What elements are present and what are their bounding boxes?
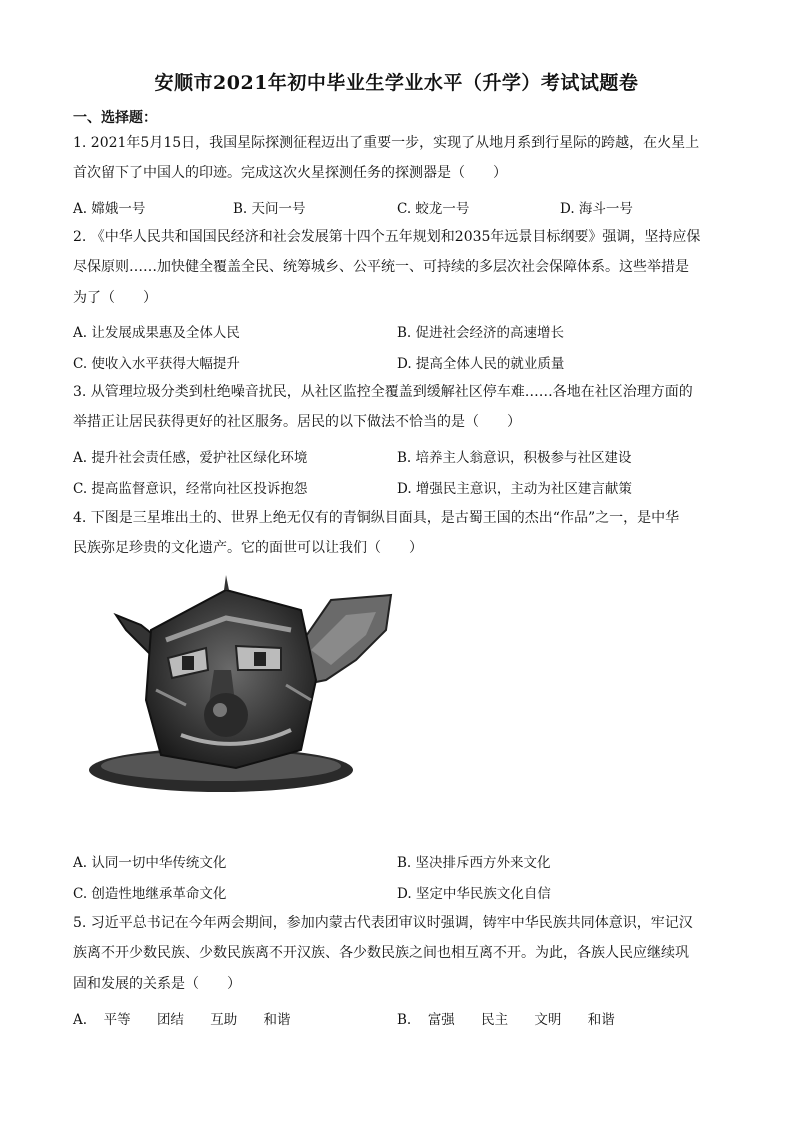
option-label: B.: [397, 1012, 412, 1028]
question-2-option-b[interactable]: B. 促进社会经济的高速增长: [397, 325, 565, 341]
question-3-option-a[interactable]: A. 提升社会责任感，爱护社区绿化环境: [73, 450, 308, 466]
option-word: 和谐: [587, 1012, 615, 1028]
question-1-option-c[interactable]: C. 蛟龙一号: [397, 201, 470, 217]
question-3-option-b[interactable]: B. 培养主人翁意识，积极参与社区建设: [397, 450, 632, 466]
question-1-option-b[interactable]: B. 天问一号: [233, 201, 306, 217]
option-word: 互助: [210, 1012, 238, 1028]
section-heading: 一、选择题：: [73, 110, 157, 126]
question-2-line-2: 尽保原则……加快健全覆盖全民、统筹城乡、公平统一、可持续的多层次社会保障体系。这些举措是: [73, 259, 689, 275]
option-word: 富强: [427, 1012, 455, 1028]
question-2-option-d[interactable]: D. 提高全体人民的就业质量: [397, 356, 565, 372]
page-title: 安顺市2021年初中毕业生学业水平（升学）考试试题卷: [154, 72, 639, 94]
option-word: 民主: [481, 1012, 509, 1028]
question-2-line-1: 2. 《中华人民共和国国民经济和社会发展第十四个五年规划和2035年远景目标纲要》强调，坚持应保: [73, 229, 701, 245]
question-4-option-c[interactable]: C. 创造性地继承革命文化: [73, 886, 227, 902]
option-word: 团结: [156, 1012, 184, 1028]
question-3-line-2: 举措正让居民获得更好的社区服务。居民的以下做法不恰当的是（ ）: [73, 414, 521, 430]
question-5-line-3: 固和发展的关系是（ ）: [73, 976, 241, 992]
option-word: 文明: [534, 1012, 562, 1028]
question-1-line-1: 1. 2021年5月15日，我国星际探测征程迈出了重要一步，实现了从地月系到行星际的跨越，在火星上: [73, 135, 700, 151]
question-4-line-1: 4. 下图是三星堆出土的、世界上绝无仅有的青铜纵目面具，是古蜀王国的杰出“作品”之一，是中华: [73, 510, 680, 526]
question-3-option-c[interactable]: C. 提高监督意识，经常向社区投诉抱怨: [73, 481, 308, 497]
question-5-option-b[interactable]: [397, 1008, 615, 1028]
bronze-mask-figure: [86, 570, 402, 810]
question-2-line-3: 为了（ ）: [73, 290, 157, 306]
question-5-option-a[interactable]: [73, 1008, 291, 1028]
question-4-option-a[interactable]: A. 认同一切中华传统文化: [73, 855, 227, 871]
question-2-option-a[interactable]: A. 让发展成果惠及全体人民: [73, 325, 240, 341]
bronze-mask-icon: [86, 570, 402, 810]
question-4-option-b[interactable]: B. 坚决排斥西方外来文化: [397, 855, 551, 871]
option-word: 平等: [103, 1012, 131, 1028]
question-5-line-2: 族离不开少数民族、少数民族离不开汉族、各少数民族之间也相互离不开。为此，各族人民应继续巩: [73, 945, 689, 961]
question-1-line-2: 首次留下了中国人的印迹。完成这次火星探测任务的探测器是（ ）: [73, 165, 507, 181]
option-word: 和谐: [263, 1012, 291, 1028]
question-1-option-a[interactable]: A. 嫦娥一号: [73, 201, 146, 217]
question-4-option-d[interactable]: D. 坚定中华民族文化自信: [397, 886, 551, 902]
option-label: A.: [73, 1012, 88, 1028]
question-3-line-1: 3. 从管理垃圾分类到杜绝噪音扰民，从社区监控全覆盖到缓解社区停车难……各地在社区治理方面的: [73, 384, 693, 400]
question-3-option-d[interactable]: D. 增强民主意识，主动为社区建言献策: [397, 481, 632, 497]
question-4-line-2: 民族弥足珍贵的文化遗产。它的面世可以让我们（ ）: [73, 540, 423, 556]
question-1-option-d[interactable]: D. 海斗一号: [560, 201, 633, 217]
question-2-option-c[interactable]: C. 使收入水平获得大幅提升: [73, 356, 240, 372]
question-5-line-1: 5. 习近平总书记在今年两会期间，参加内蒙古代表团审议时强调，铸牢中华民族共同体意识，牢记汉: [73, 915, 693, 931]
